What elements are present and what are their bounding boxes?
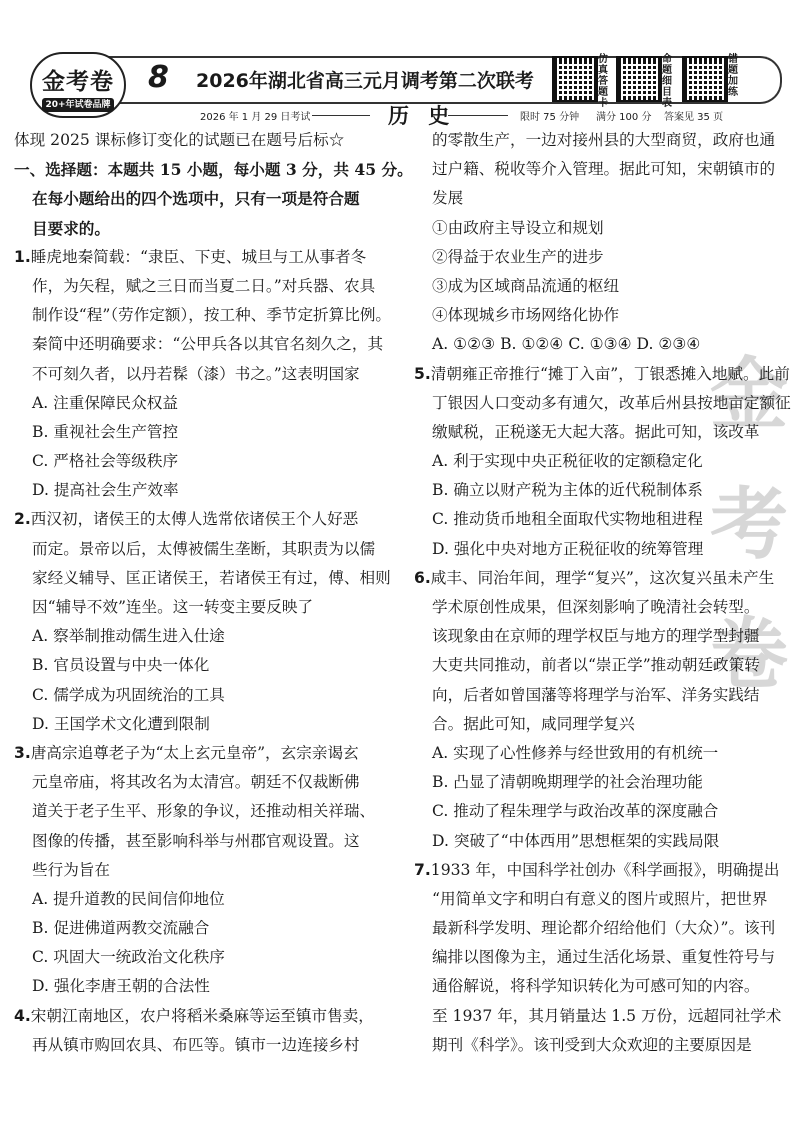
line-text: 元皇帝庙，将其改名为太清宫。朝廷不仅裁断佛 xyxy=(32,773,360,792)
line-text: 家经义辅导、匡正诸侯王，若诸侯王有过，傅、相则 xyxy=(32,568,391,587)
text-line xyxy=(414,214,792,243)
divider xyxy=(448,115,508,116)
question-number: 6. xyxy=(414,568,431,587)
line-text: A. ①②③ B. ①②④ C. ①③④ D. ②③④ xyxy=(432,335,701,354)
text-line xyxy=(414,243,792,272)
text-line xyxy=(414,943,792,972)
text-line xyxy=(14,214,394,243)
question-number: 4. xyxy=(14,1006,31,1025)
question-stem xyxy=(14,243,394,272)
line-text: 学术原创性成果，但深刻影响了晚清社会转型。 xyxy=(432,598,760,616)
brand-logo xyxy=(30,52,126,118)
line-text: D. 提高社会生产效率 xyxy=(32,481,179,500)
text-line xyxy=(14,972,394,1001)
text-line xyxy=(414,797,792,826)
line-text: 道关于老子生平、形象的争议，还推动相关祥瑞、 xyxy=(32,802,376,821)
text-line xyxy=(414,972,792,1001)
text-line xyxy=(414,827,792,856)
text-line xyxy=(14,272,394,301)
line-text: D. 强化李唐王朝的合法性 xyxy=(32,977,210,996)
text-line xyxy=(414,505,792,534)
question-number: 7. xyxy=(414,860,431,879)
line-text: 在每小题给出的四个选项中，只有一项是符合题 xyxy=(32,189,360,209)
text-line xyxy=(414,1002,792,1031)
text-line xyxy=(14,681,394,710)
line-text: A. 实现了心性修养与经世致用的有机统一 xyxy=(432,743,719,762)
line-text: 而定。景帝以后，太傅被儒生垄断，其职责为以儒 xyxy=(32,539,376,558)
text-line xyxy=(14,126,394,155)
left-column xyxy=(14,126,413,1060)
issue-number: 8 xyxy=(148,60,169,95)
qr-label-answer-sheet: 仿真答题卡 xyxy=(598,54,608,109)
line-text: C. 儒学成为巩固统治的工具 xyxy=(32,685,225,704)
exam-date: 2026 年 1 月 29 日考试 xyxy=(200,112,311,123)
text-line xyxy=(14,622,394,651)
text-line xyxy=(414,184,792,213)
text-line xyxy=(14,535,394,564)
line-text: B. 官员设置与中央一体化 xyxy=(32,656,210,675)
line-text: 的零散生产，一边对接州县的大型商贸，政府也通 xyxy=(432,131,776,149)
line-text: ③成为区域商品流通的枢纽 xyxy=(432,276,620,295)
right-column xyxy=(414,126,792,1060)
text-line xyxy=(14,914,394,943)
line-text: D. 王国学术文化遭到限制 xyxy=(32,714,210,733)
text-line xyxy=(414,768,792,797)
text-line xyxy=(414,155,792,184)
line-text: C. 巩固大一统政治文化秩序 xyxy=(32,948,225,967)
line-text: 目要求的。 xyxy=(32,218,110,238)
line-text: A. 利于实现中央正税征收的定额稳定化 xyxy=(432,452,703,471)
text-line xyxy=(14,564,394,593)
text-line xyxy=(14,593,394,622)
text-line xyxy=(414,535,792,564)
line-text: 唐高宗追尊老子为“太上玄元皇帝”，玄宗亲谒玄 xyxy=(30,743,359,762)
line-text: 秦简中还明确要求：“公甲兵各以其官名刻久之，其 xyxy=(32,335,384,354)
exam-title: 2026年湖北省高三元月调考第二次联考 xyxy=(196,70,534,92)
line-text: 通俗解说，将科学知识转化为可感可知的内容。 xyxy=(432,977,760,996)
text-line xyxy=(414,126,792,155)
line-text: 一、选择题：本题共 15 小题，每小题 3 分，共 45 分。 xyxy=(14,160,413,180)
line-text: 咸丰、同治年间，理学“复兴”，这次复兴虽未产生 xyxy=(430,568,775,587)
text-line xyxy=(14,856,394,885)
question-stem xyxy=(14,1002,394,1031)
line-text: 期刊《科学》。该刊受到大众欢迎的主要原因是 xyxy=(432,1035,752,1054)
line-text: C. 严格社会等级秩序 xyxy=(32,452,179,471)
line-text: 制作设“程”（劳作定额），按工种、季节定折算比例。 xyxy=(32,306,392,325)
time-limit: 限时 75 分钟 xyxy=(520,112,580,123)
qr-label-detail-table: 命题细目表 xyxy=(662,54,672,109)
question-stem xyxy=(414,360,792,389)
text-line xyxy=(14,301,394,330)
text-line xyxy=(14,827,394,856)
divider xyxy=(312,115,370,116)
line-text: D. 强化中央对地方正税征收的统筹管理 xyxy=(432,539,704,558)
line-text: 1933 年，中国科学社创办《科学画报》，明确提出 xyxy=(430,860,780,879)
exam-header xyxy=(0,0,800,128)
qr-code-error-practice[interactable] xyxy=(682,56,728,102)
text-line xyxy=(14,389,394,418)
text-line xyxy=(414,301,792,330)
line-text: 发展 xyxy=(432,189,464,208)
line-text: 睡虎地秦简载：“隶臣、下吏、城旦与工从事者冬 xyxy=(30,247,367,266)
line-text: 编排以图像为主，通过生活化场景、重复性符号与 xyxy=(432,948,776,967)
line-text: 宋朝江南地区，农户将稻米桑麻等运至镇市售卖， xyxy=(30,1006,374,1025)
text-line xyxy=(14,360,394,389)
text-line xyxy=(14,768,394,797)
line-text: B. 重视社会生产管控 xyxy=(32,422,179,441)
subject-title: 历 史 xyxy=(388,104,456,128)
line-text: 过户籍、税收等介入管理。据此可知，宋朝镇市的 xyxy=(432,160,776,179)
line-text: 西汉初，诸侯王的太傅人选常依诸侯王个人好恶 xyxy=(30,510,359,529)
line-text: 该现象由在京师的理学权臣与地方的理学型封疆 xyxy=(432,627,760,646)
line-text: 图像的传播，甚至影响科举与州郡官观设置。这 xyxy=(32,831,360,850)
text-line xyxy=(14,447,394,476)
text-line xyxy=(414,885,792,914)
text-line xyxy=(414,447,792,476)
text-line xyxy=(414,330,792,359)
text-line xyxy=(414,710,792,739)
text-line xyxy=(414,593,792,622)
line-text: 再从镇市购回农具、布匹等。镇市一边连接乡村 xyxy=(32,1035,360,1054)
logo-text: 金考卷 xyxy=(42,69,114,95)
text-line xyxy=(414,914,792,943)
line-text: “用简单文字和明白有意义的图片或照片，把世界 xyxy=(432,889,768,908)
line-text: A. 注重保障民众权益 xyxy=(32,393,178,412)
question-stem xyxy=(14,505,394,534)
text-line xyxy=(14,184,394,213)
line-text: 至 1937 年，其月销量达 1.5 万份，远超同社学术 xyxy=(432,1006,782,1025)
line-text: 缴赋税，正税遂无大起大落。据此可知，该改革 xyxy=(432,422,760,441)
question-number: 2. xyxy=(14,510,31,529)
question-number: 3. xyxy=(14,743,31,762)
text-line xyxy=(414,272,792,301)
line-text: ②得益于农业生产的进步 xyxy=(432,247,604,266)
text-line xyxy=(414,681,792,710)
qr-label-error-practice: 错题加练 xyxy=(728,54,738,98)
text-line xyxy=(14,885,394,914)
answer-page: 答案见 35 页 xyxy=(664,112,724,123)
line-text: C. 推动货币地租全面取代实物地租进程 xyxy=(432,510,703,529)
line-text: A. 察举制推动儒生进入仕途 xyxy=(32,627,225,646)
line-text: 些行为旨在 xyxy=(32,860,110,879)
line-text: 大吏共同推动，前者以“崇正学”推动朝廷政策转 xyxy=(432,656,760,675)
text-line xyxy=(14,651,394,680)
logo-subtitle: 20+年试卷品牌 xyxy=(42,98,114,112)
line-text: 最新科学发明、理论都介绍给他们（大众）”。该刊 xyxy=(432,919,776,938)
text-line xyxy=(414,389,792,418)
line-text: 不可刻久者，以丹若髹（漆）书之。”这表明国家 xyxy=(32,364,360,383)
text-line xyxy=(414,651,792,680)
line-text: 丁银因人口变动多有逋欠，改革后州县按地亩定额征 xyxy=(432,393,791,412)
text-line xyxy=(414,418,792,447)
full-score: 满分 100 分 xyxy=(596,112,652,123)
line-text: ④体现城乡市场网络化协作 xyxy=(432,306,620,325)
text-line xyxy=(14,943,394,972)
text-line xyxy=(414,1031,792,1060)
qr-code-detail-table[interactable] xyxy=(616,56,662,102)
text-line xyxy=(14,330,394,359)
line-text: A. 提升道教的民间信仰地位 xyxy=(32,889,225,908)
line-text: D. 突破了“中体西用”思想框架的实践局限 xyxy=(432,831,720,850)
line-text: 清朝雍正帝推行“摊丁入亩”，丁银悉摊入地赋。此前 xyxy=(430,364,790,383)
line-text: C. 推动了程朱理学与政治改革的深度融合 xyxy=(432,802,719,821)
text-line xyxy=(14,476,394,505)
text-line xyxy=(414,476,792,505)
text-line xyxy=(14,797,394,826)
line-text: 体现 2025 课标修订变化的试题已在题号后标☆ xyxy=(14,131,345,149)
line-text: 向，后者如曾国藩等将理学与治军、洋务实践结 xyxy=(432,685,760,704)
line-text: B. 凸显了清朝晚期理学的社会治理功能 xyxy=(432,773,703,792)
qr-code-answer-sheet[interactable] xyxy=(552,56,598,102)
text-line xyxy=(14,1031,394,1060)
question-number: 1. xyxy=(14,247,31,266)
text-line xyxy=(414,622,792,651)
text-line xyxy=(414,739,792,768)
line-text: B. 确立以财产税为主体的近代税制体系 xyxy=(432,481,703,500)
line-text: B. 促进佛道两教交流融合 xyxy=(32,919,210,938)
question-stem xyxy=(14,739,394,768)
question-stem xyxy=(414,564,792,593)
question-number: 5. xyxy=(414,364,431,383)
text-line xyxy=(14,710,394,739)
line-text: ①由政府主导设立和规划 xyxy=(432,218,604,237)
line-text: 因“辅导不效”连坐。这一转变主要反映了 xyxy=(32,598,314,616)
text-line xyxy=(14,418,394,447)
line-text: 合。据此可知，咸同理学复兴 xyxy=(432,714,635,733)
line-text: 作，为矢程，赋之三日而当夏二日。”对兵器、农具 xyxy=(32,276,376,295)
text-line xyxy=(14,155,413,184)
brand-watermark: 金 考 卷 xyxy=(710,349,789,700)
question-stem xyxy=(414,856,792,885)
